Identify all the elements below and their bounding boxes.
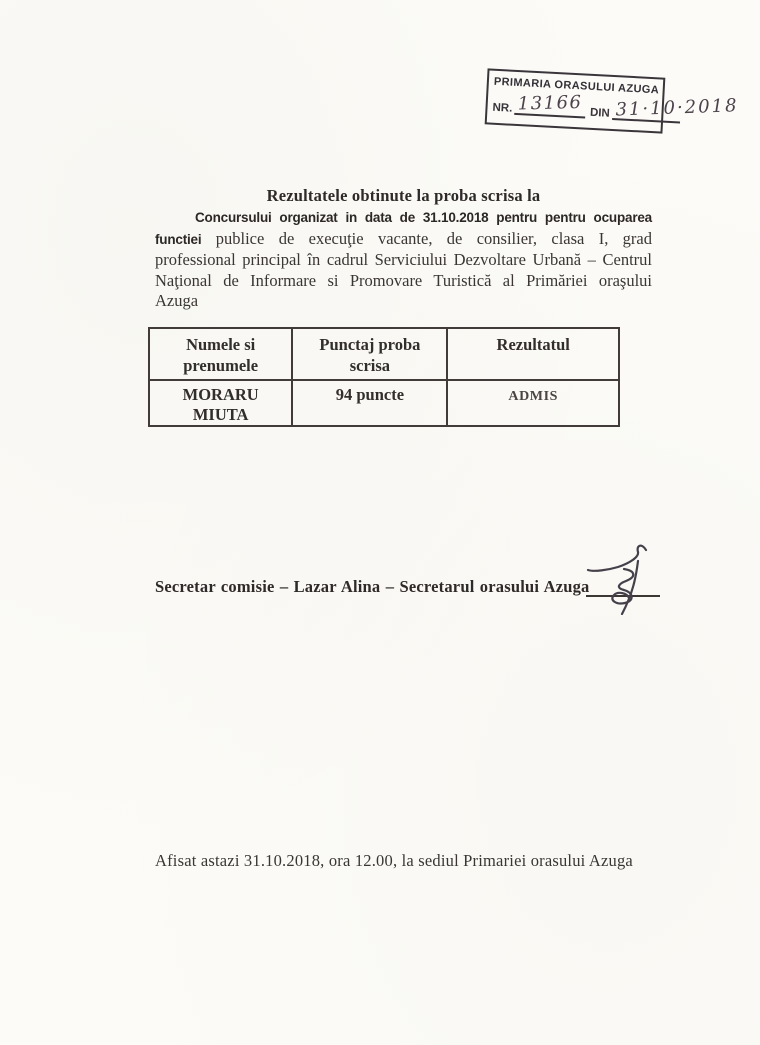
stamp-number-slot xyxy=(514,91,586,119)
paragraph-bold-intro: Concursului organizat in data de 31.10.2018 pentru pentru ocuparea functiei xyxy=(155,210,652,247)
stamp-din-label: DIN xyxy=(589,106,611,120)
document-title: Rezultatele obtinute la proba scrisa la xyxy=(266,186,541,205)
table-row xyxy=(149,380,619,426)
posting-note: Afisat astazi 31.10.2018, ora 12.00, la sediul Primariei orasului Azuga xyxy=(155,851,633,870)
registration-stamp xyxy=(485,68,740,133)
document-paragraph xyxy=(155,207,652,312)
document-body-text xyxy=(155,186,652,312)
column-header-score: Punctaj proba scrisa xyxy=(292,328,447,380)
column-header-name: Numele si prenumele xyxy=(149,328,292,380)
score-cell: 94 puncte xyxy=(292,380,447,426)
stamp-registration-line xyxy=(492,91,740,123)
handwritten-registration-number: 13166 xyxy=(517,91,583,115)
stamp-date-slot xyxy=(612,95,740,124)
paragraph-body: publice de execuţie vacante, de consilier, clasa I, grad professional principal în cadrul Serviciului Dezvoltare Urbană – Centrul Naţional de Informare si Promovare Turistică al Primăriei oraşului Azuga xyxy=(155,228,652,311)
stamp-nr-label: NR. xyxy=(492,101,513,115)
table-header-row xyxy=(149,328,619,380)
handwritten-signature xyxy=(584,543,664,615)
candidate-name-cell: MORARU MIUTA xyxy=(149,380,292,426)
stamp-organization-name: PRIMARIA ORASULUI AZUGA xyxy=(493,75,660,97)
stamp-border-box xyxy=(485,68,740,133)
handwritten-registration-date: 31·10·2018 xyxy=(615,95,740,121)
column-header-result: Rezultatul xyxy=(447,328,619,380)
result-cell: ADMIS xyxy=(447,380,619,426)
results-table xyxy=(148,327,620,427)
signature-label: Secretar comisie – Lazar Alina – Secretarul orasului Azuga xyxy=(155,577,590,596)
